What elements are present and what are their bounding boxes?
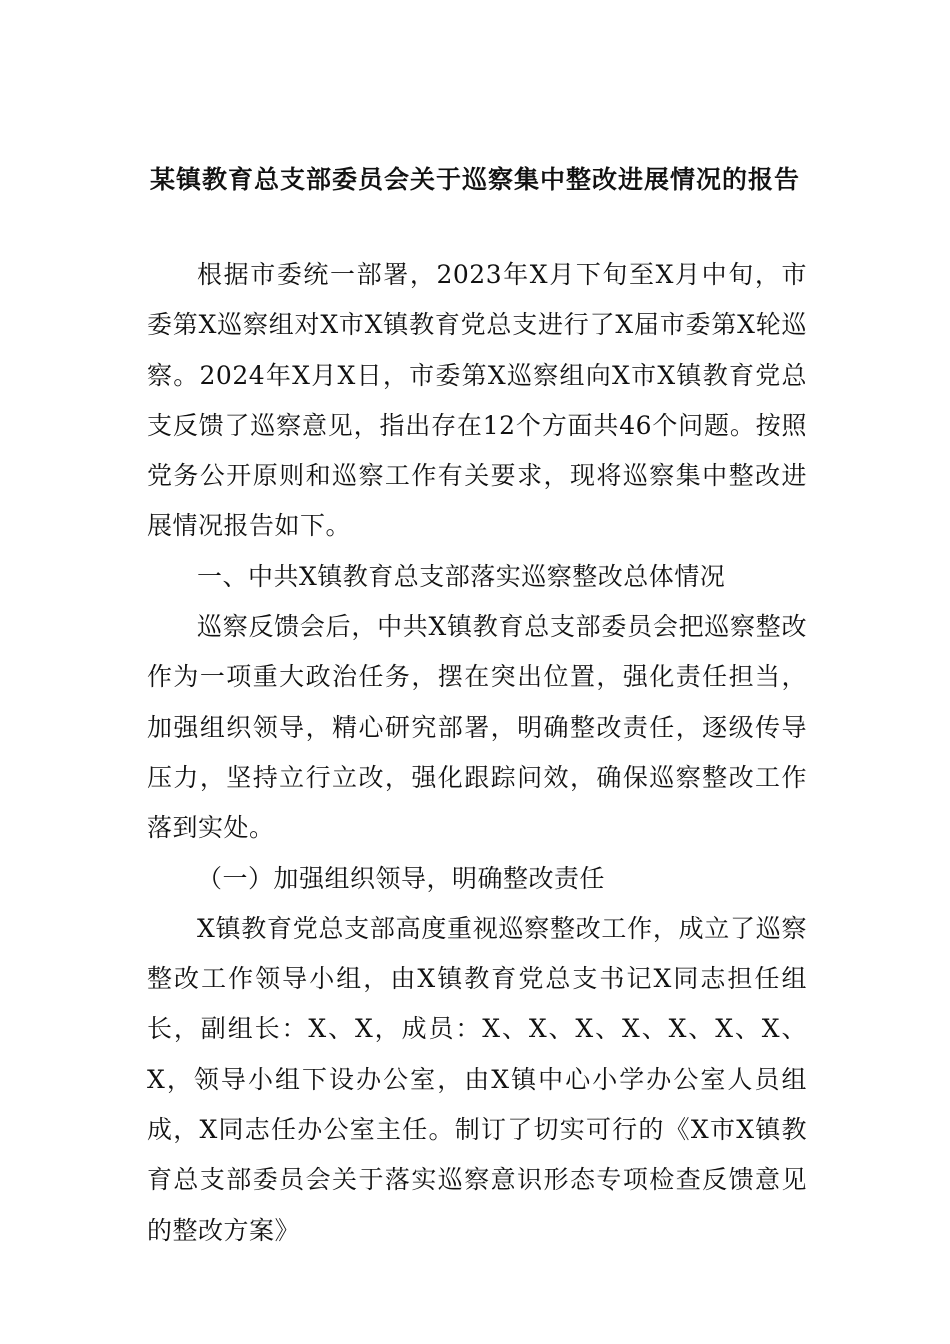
subsection-heading-1: （一）加强组织领导，明确整改责任 (197, 863, 606, 893)
document-title: 某镇教育总支部委员会关于巡察集中整改进展情况的报告 (149, 165, 800, 194)
section-1-paragraph: 巡察反馈会后，中共X镇教育总支部委员会把巡察整改作为一项重大政治任务，摆在突出位置，强化责任担当，加强组织领导，精心研究部署，明确整改责任，逐级传导压力，坚持立行立改，强化跟踪问效，确保巡察整改工作落到实处。 (147, 612, 807, 843)
document-body (147, 250, 807, 1256)
subsection-1-paragraph: X镇教育党总支部高度重视巡察整改工作，成立了巡察整改工作领导小组，由X镇教育党总支书记X同志担任组长，副组长：X、X，成员：X、X、X、X、X、X、X、X，领导小组下设办公室，由X镇中心小学办公室人员组成，X同志任办公室主任。制订了切实可行的《X市X镇教育总支部委员会关于落实巡察意识形态专项检查反馈意见的整改方案》 (147, 913, 807, 1245)
section-heading-1: 一、中共X镇教育总支部落实巡察整改总体情况 (197, 561, 726, 591)
intro-paragraph: 根据市委统一部署，2023年X月下旬至X月中旬，市委第X巡察组对X市X镇教育党总支进行了X届市委第X轮巡察。2024年X月X日，市委第X巡察组向X市X镇教育党总支反馈了巡察意见，指出存在12个方面共46个问题。按照党务公开原则和巡察工作有关要求，现将巡察集中整改进展情况报告如下。 (147, 260, 807, 541)
